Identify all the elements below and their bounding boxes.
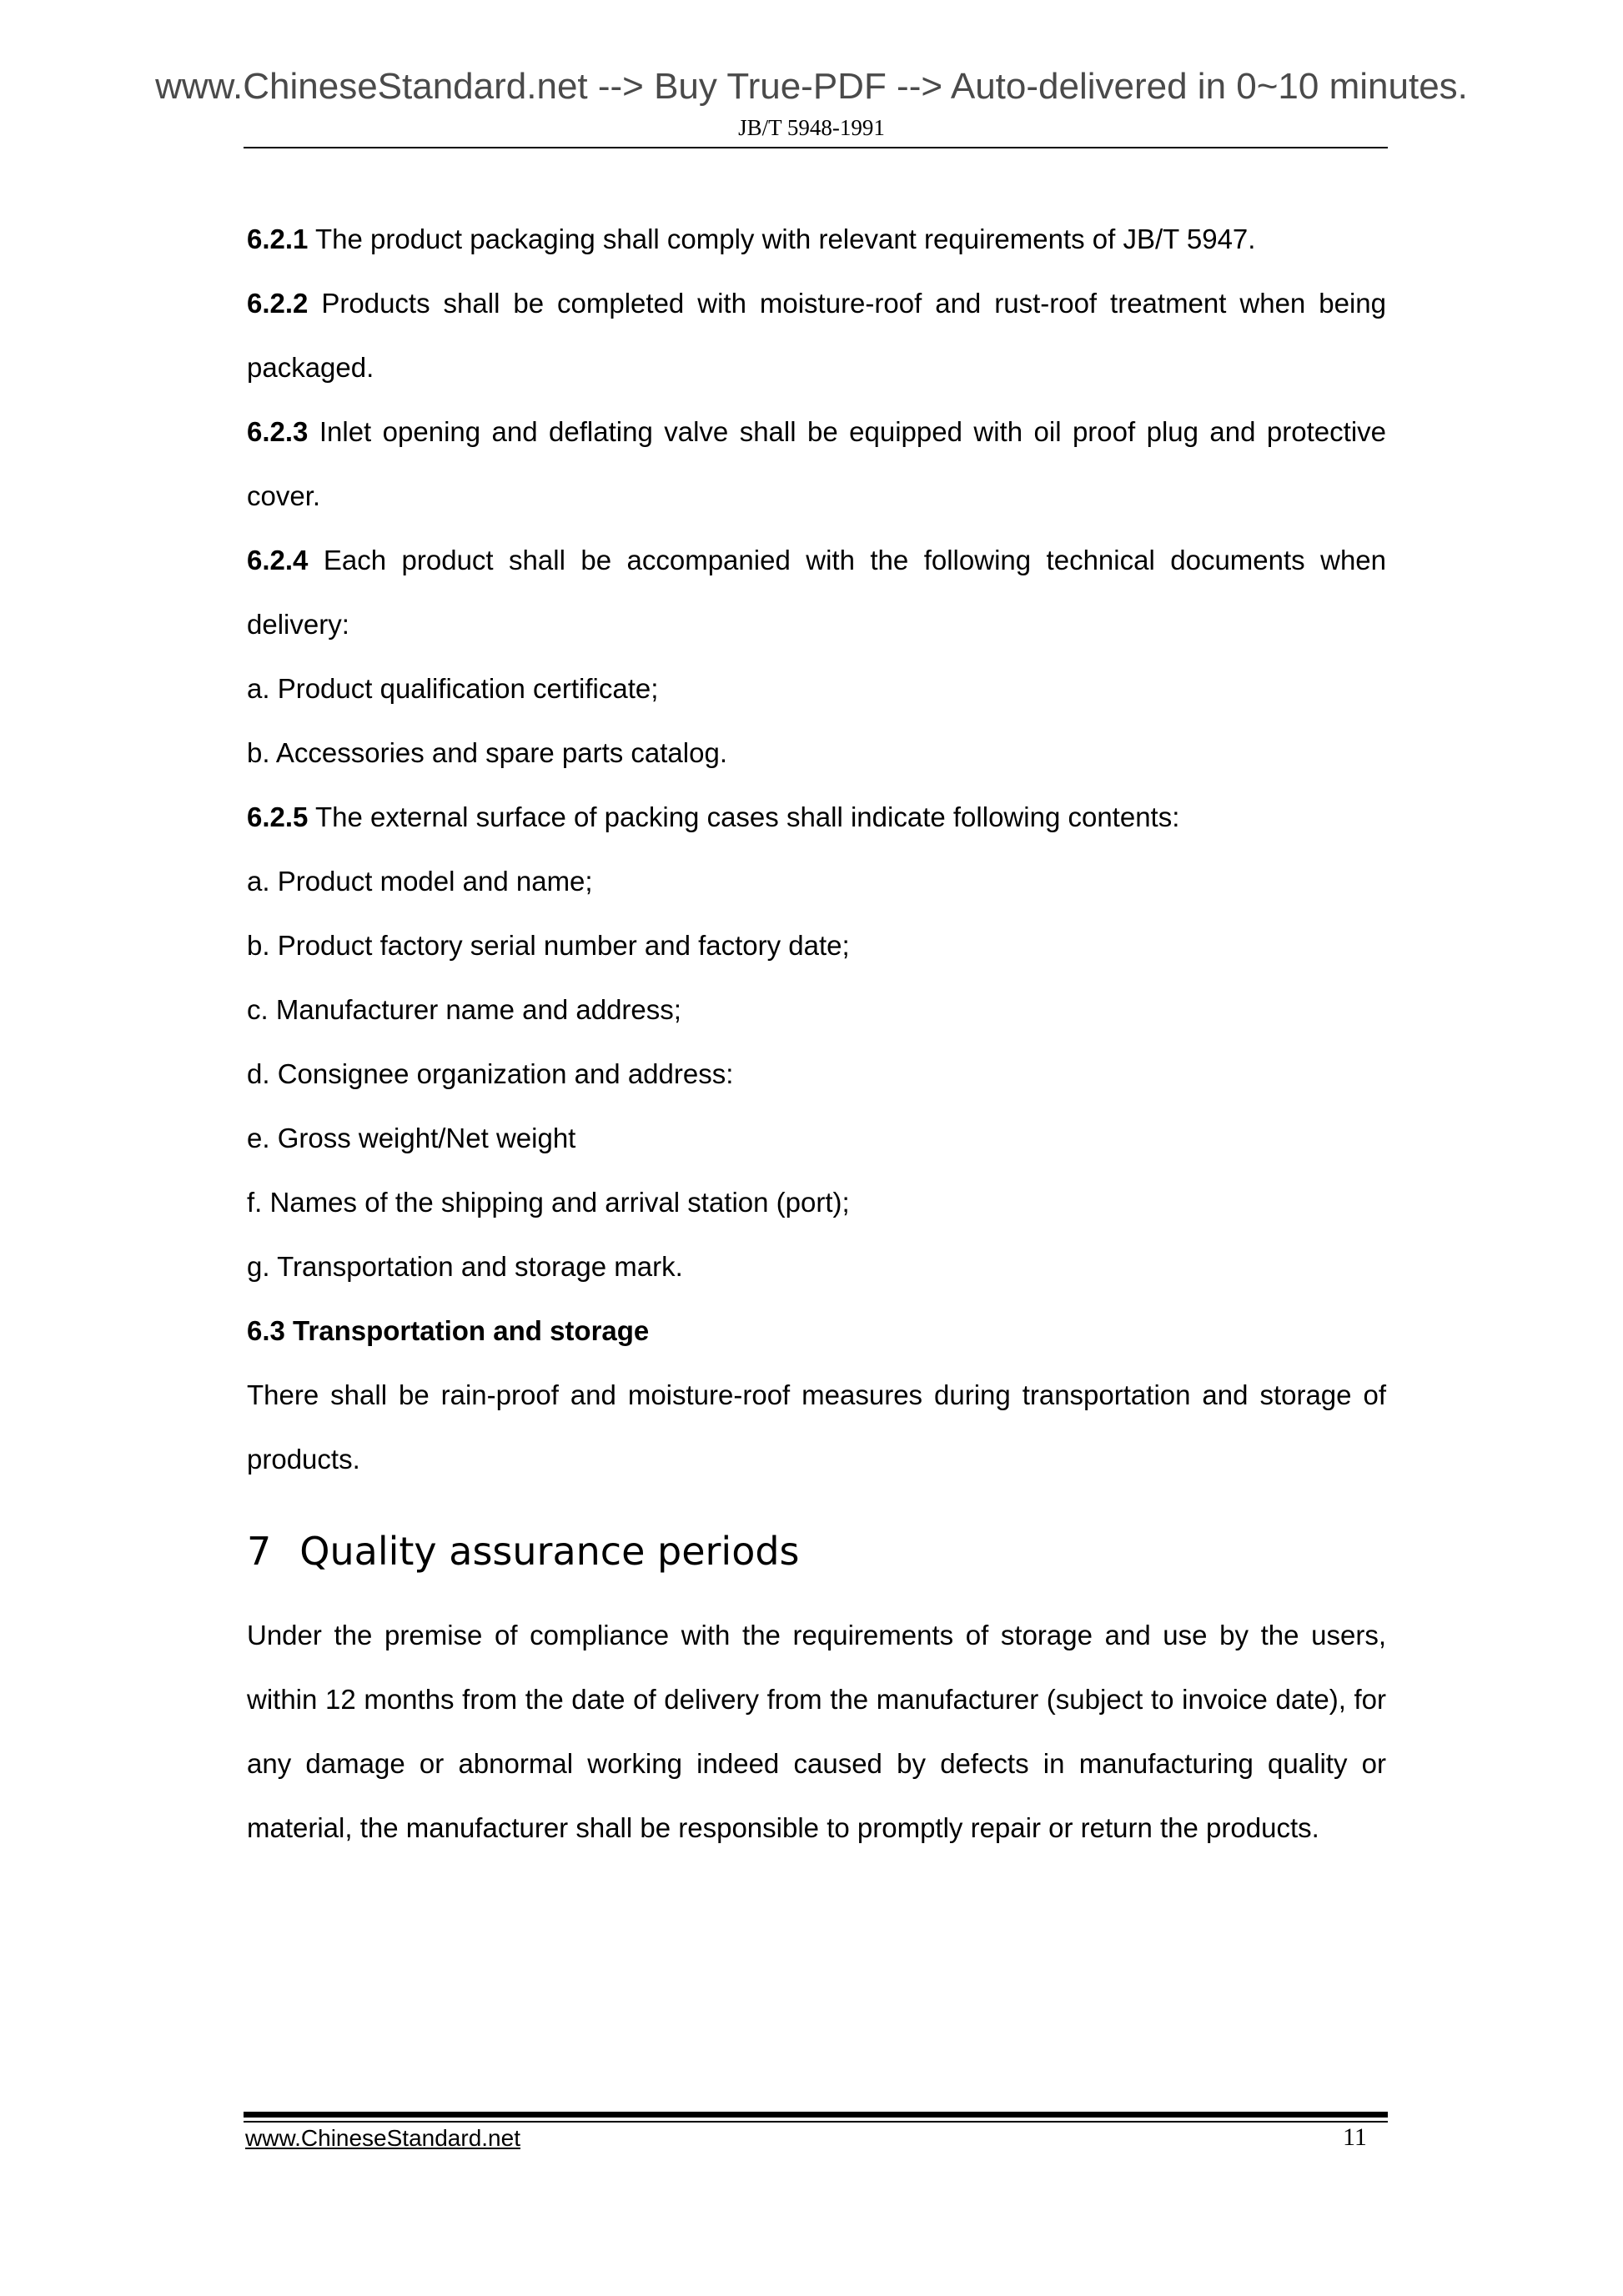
clause-6-2-2 <box>247 271 1386 399</box>
list-item: f. Names of the shipping and arrival station (port); <box>247 1187 850 1218</box>
list-item: a. Product qualification certificate; <box>247 673 659 704</box>
clause-6-2-1 <box>247 207 1386 271</box>
clause-number: 6.2.1 <box>247 224 309 254</box>
list-item: g. Transportation and storage mark. <box>247 1251 683 1282</box>
clause-text: Inlet opening and deflating valve shall be equipped with oil proof plug and protective cover. <box>247 416 1386 511</box>
list-item: b. Accessories and spare parts catalog. <box>247 737 727 768</box>
clause-6-2-4 <box>247 528 1386 656</box>
list-item: b. Product factory serial number and factory date; <box>247 930 850 961</box>
clause-6-2-5 <box>247 785 1386 849</box>
clause-number: 6.2.4 <box>247 545 309 575</box>
chapter-title: Quality assurance periods <box>299 1529 800 1574</box>
document-code: JB/T 5948-1991 <box>738 115 885 140</box>
list-item: d. Consignee organization and address: <box>247 1058 734 1089</box>
clause-number: 6.2.3 <box>247 416 309 447</box>
clause-text: The product packaging shall comply with relevant requirements of JB/T 5947. <box>308 224 1256 254</box>
clause-text: Products shall be completed with moisture-roof and rust-roof treatment when being packaged. <box>247 288 1386 383</box>
section-6-3-text: There shall be rain-proof and moisture-roof measures during transportation and storage of products. <box>247 1379 1386 1475</box>
footer-website-link[interactable]: www.ChineseStandard.net <box>245 2125 520 2151</box>
page-number: 11 <box>1343 2123 1367 2151</box>
section-heading-6-3: 6.3 Transportation and storage <box>247 1315 650 1346</box>
footer-divider-thin <box>244 2121 1388 2123</box>
footer-divider-thick <box>244 2112 1388 2118</box>
clause-text: Each product shall be accompanied with the following technical documents when delivery: <box>247 545 1386 640</box>
clause-6-2-3 <box>247 399 1386 528</box>
clause-number: 6.2.2 <box>247 288 309 319</box>
list-item: a. Product model and name; <box>247 866 593 897</box>
list-item: e. Gross weight/Net weight <box>247 1123 576 1153</box>
chapter-7-text: Under the premise of compliance with the requirements of storage and use by the users, within 12 months from the date of delivery from the manufacturer (subject to invoice date), for any damage or abnormal working indeed caused by defects in manufacturing quality or material, the manufacturer shall be responsible to promptly repair or return the products. <box>247 1620 1386 1843</box>
chapter-number: 7 <box>247 1529 272 1574</box>
header-divider <box>244 147 1388 148</box>
clause-number: 6.2.5 <box>247 801 309 832</box>
top-banner: www.ChineseStandard.net --> Buy True-PDF --> Auto-delivered in 0~10 minutes. <box>155 66 1468 107</box>
clause-text: The external surface of packing cases shall indicate following contents: <box>308 801 1180 832</box>
list-item: c. Manufacturer name and address; <box>247 994 681 1025</box>
document-body <box>247 207 1386 1860</box>
chapter-heading-7 <box>247 1521 1386 1581</box>
